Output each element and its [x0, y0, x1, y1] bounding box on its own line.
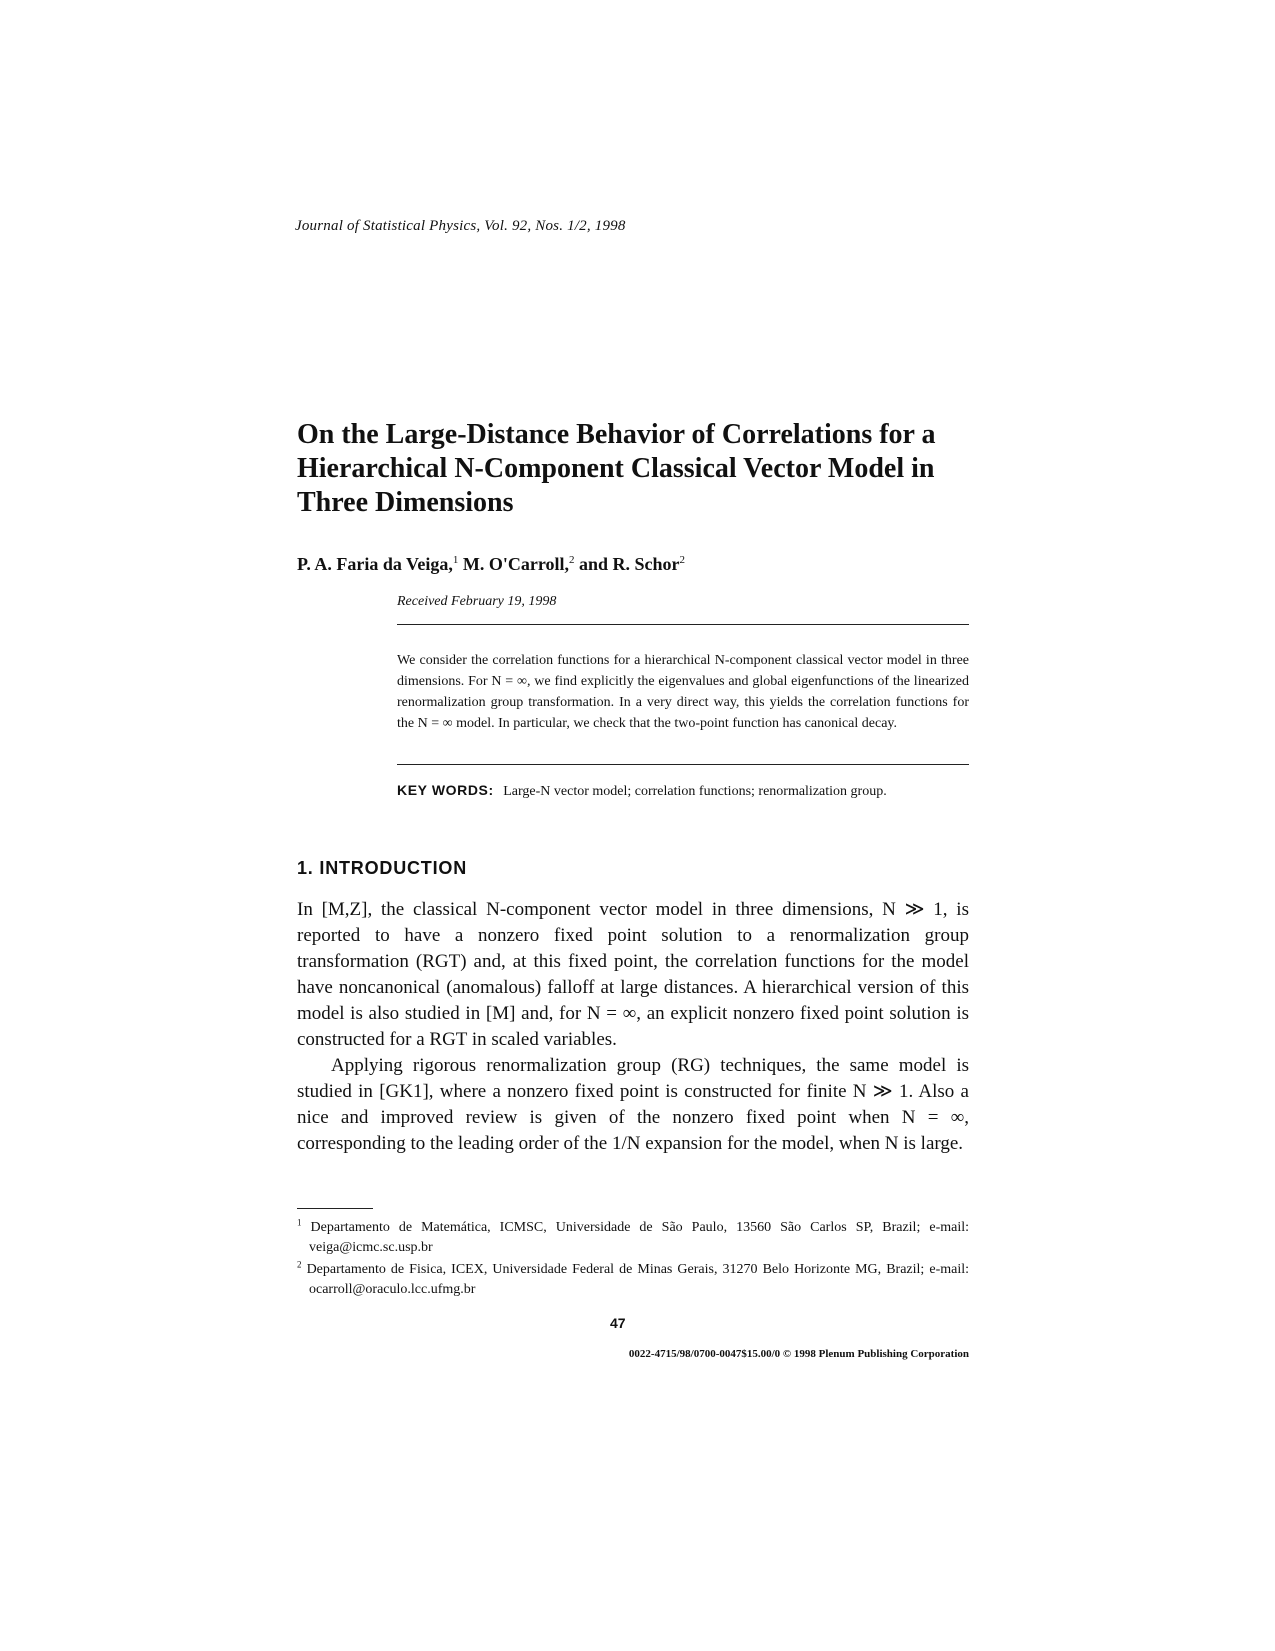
received-date: Received February 19, 1998 — [397, 594, 557, 609]
footnote-2 — [297, 1260, 969, 1300]
journal-citation: Journal of Statistical Physics, Vol. 92, Nos. 1/2, 1998 — [295, 218, 626, 234]
abstract-text: We consider the correlation functions for a hierarchical N-component classical vector model in three dimensions. For N = ∞, we find explicitly the eigenvalues and global eigenfunctions of the linearized renormalization group transformation. In a very direct way, this yields the correlation functions for the N = ∞ model. In particular, we check that the two-point function has canonical decay. — [397, 653, 969, 731]
paragraph: In [M,Z], the classical N-component vector model in three dimensions, N ≫ 1, is reported to have a nonzero fixed point solution to a renormalization group transformation (RGT) and, at this fixed point, the correlation functions for the model have noncanonical (anomalous) falloff at large distances. A hierarchical version of this model is also studied in [M] and, for N = ∞, an explicit nonzero fixed point solution is constructed for a RGT in scaled variables. — [297, 899, 969, 1050]
keywords-block — [397, 780, 969, 802]
abstract-bottom-rule — [397, 764, 969, 765]
introduction-body — [297, 897, 969, 1157]
page-number: 47 — [610, 1315, 626, 1331]
footnote-2-text: Departamento de Fisica, ICEX, Universidade Federal de Minas Gerais, 31270 Belo Horizonte MG, Brazil; e-mail: ocarroll@oraculo.lcc.ufmg.br — [306, 1262, 970, 1297]
footnote-1-mark: 1 — [297, 1217, 302, 1228]
keywords-text: Large-N vector model; correlation functions; renormalization group. — [503, 784, 887, 799]
section-heading-introduction: 1. INTRODUCTION — [297, 858, 468, 878]
author-3: and R. Schor — [579, 554, 680, 574]
footnote-1-text: Departamento de Matemática, ICMSC, Universidade de São Paulo, 13560 São Carlos SP, Brazil; e-mail: veiga@icmc.sc.usp.br — [309, 1220, 969, 1255]
author-1: P. A. Faria da Veiga, — [297, 554, 453, 574]
copyright-line: 0022-4715/98/0700-0047$15.00/0 © 1998 Plenum Publishing Corporation — [628, 1348, 969, 1360]
footnote-1 — [297, 1218, 969, 1258]
paper-title: On the Large-Distance Behavior of Correlations for a Hierarchical N-Component Classical Vector Model in Three Dimensions — [297, 419, 936, 518]
author-1-affiliation-mark: 1 — [452, 554, 459, 566]
footnotes — [297, 1218, 969, 1302]
author-list — [297, 554, 685, 575]
keywords-label: KEY WORDS: — [397, 782, 494, 798]
author-3-affiliation-mark: 2 — [679, 554, 686, 566]
abstract-top-rule — [397, 624, 969, 625]
footnote-2-mark: 2 — [297, 1259, 302, 1270]
author-2-affiliation-mark: 2 — [569, 554, 575, 566]
paragraph: Applying rigorous renormalization group (RG) techniques, the same model is studied in [GK1], where a nonzero fixed point is constructed for finite N ≫ 1. Also a nice and improved review is given of the nonzero fixed point when N = ∞, corresponding to the leading order of the 1/N expansion for the model, when N is large. — [297, 1055, 969, 1154]
footnote-rule — [297, 1208, 373, 1209]
author-2: M. O'Carroll, — [462, 554, 570, 574]
